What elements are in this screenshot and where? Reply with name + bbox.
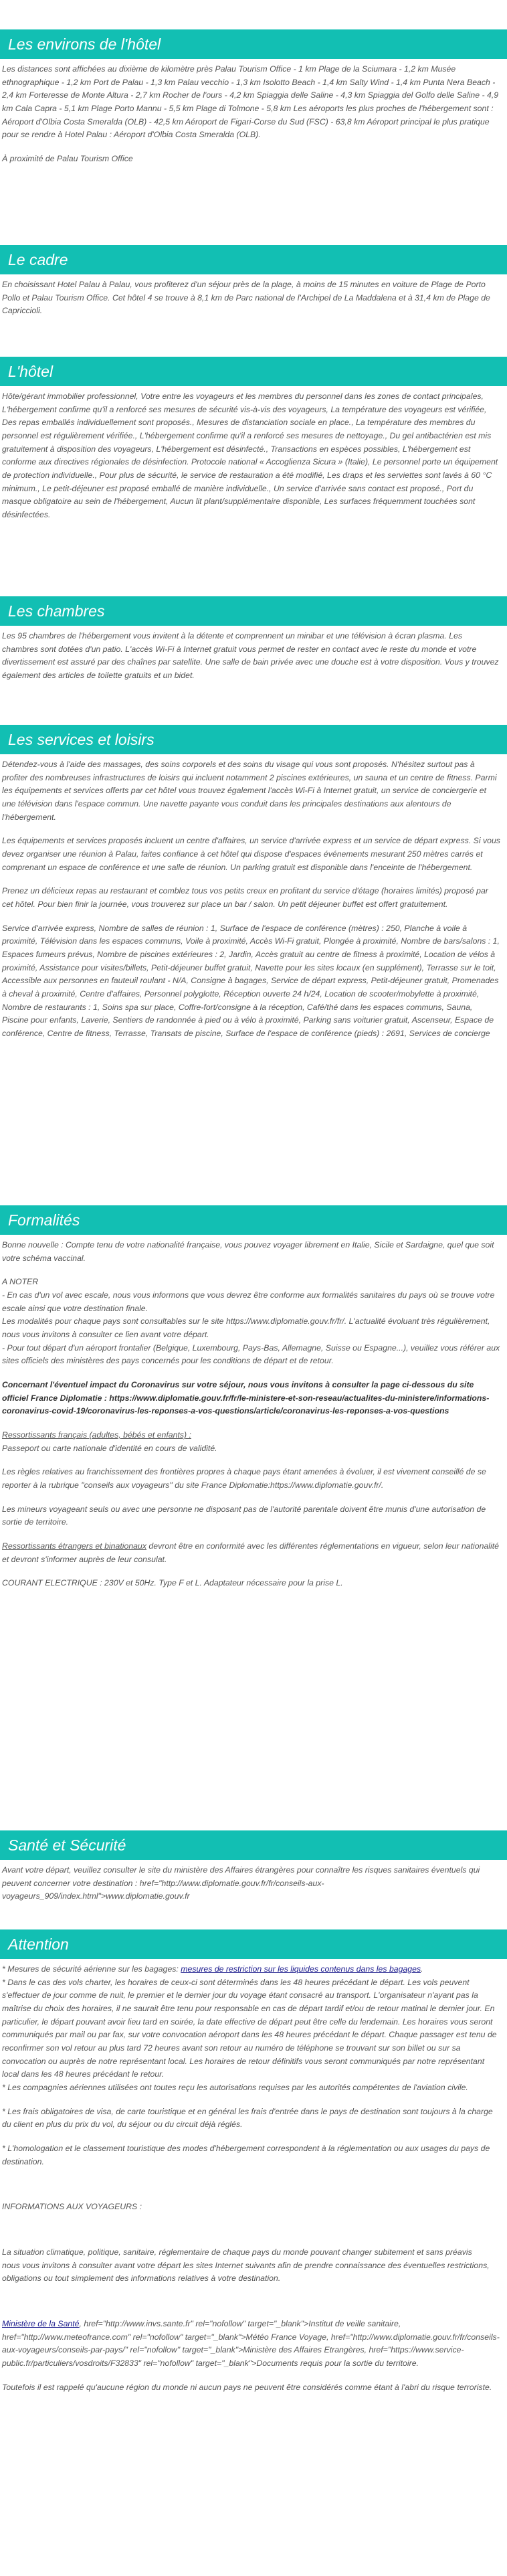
etrangers-heading: Ressortissants étrangers et binationaux [2, 1541, 146, 1551]
section-cadre [0, 245, 507, 329]
section-sante [0, 1830, 507, 1914]
attention-frais: * Les frais obligatoires de visa, de carte touristique et en général les frais d'entrée dans le pays de destination sont toujours à la charge du client en plus du prix du vol, du séjour ou du circuit déjà réglés. [2, 2106, 493, 2130]
section-title-sante: Santé et Sécurité [0, 1830, 507, 1860]
ministere-sante-link[interactable]: Ministère de la Santé [2, 2319, 80, 2329]
ressortissants-docs: Passeport ou carte nationale d'identité en cours de validité. [2, 1443, 217, 1453]
hotel-safety-measures: Hôte/gérant immobilier professionnel, Votre entre les voyageurs et les membres du personnel dans les zones de contact principales, L'hébergement confirme qu'il a renforcé ses mesures de sécurité vis-à-vis des voyageurs, La température des voyageurs est vérifiée, Des repas emballés individuellement sont proposés., Mesures de distanciation sociale en place., La température des membres du personnel est régulièrement vérifiée., L'hébergement confirme qu'il a renforcé ses mesures de nettoyage., Du gel antibactérien est mis gratuitement à disposition des voyageurs, L'hébergement est désinfecté., Transactions en espèces possibles, L'hébergement est conforme aux directives régionales de désinfection. Protocole national « Accoglienza Sicura » (Italie), Le personnel porte un équipement de protection individuelle., Pour plus de sécurité, le service de restauration a été modifié, Les draps et les serviettes sont lavés à 60 °C minimum., Le petit-déjeuner est proposé emballé de manière individuelle., Un service d'arrivée sans contact est proposé., Port du masque obligatoire au sein de l'hébergement, Aucun lit plant/supplémentaire disponible, Les surfaces fréquemment touchées sont désinfectées. [2, 392, 498, 520]
liens-rest: , href="http://www.invs.sante.fr" rel="nofollow" target="_blank">Institut de veille sanitaire, href="http://www.meteofrance.com" rel="nofollow" target="_blank">Météo France Voyage, href="http://www.diplomatie.gouv.fr/fr/conseils-aux-voyageurs/conseils-par-pays/" rel="nofollow" target="_blank">Ministère des Affaires Etrangères, href="https://www.service-public.fr/particuliers/vosdroits/F32833" rel="nofollow" target="_blank">Documents requis pour la sortie du territoire. [2, 2319, 500, 2369]
attention-liens [2, 2318, 500, 2371]
formalites-regles: Les règles relatives au franchissement des frontières propres à chaque pays étant amenées à évoluer, il est vivement conseillé de se reporter à la rubrique "conseils aux voyageurs" du site France Diplomatie:https://www.diplomatie.gouv.fr/. [2, 1467, 486, 1490]
attention-homologation: * L'homologation et le classement touristique des modes d'hébergement correspondent à la réglementation ou aux usages du pays de destination. [2, 2144, 490, 2166]
bagages-end: . [421, 1964, 423, 1974]
formalites-etrangers [2, 1540, 500, 1566]
situation-intro: La situation climatique, politique, sanitaire, réglementaire de chaque pays du monde pouvant changer subitement et sans préavis [2, 2247, 472, 2257]
a-noter-frontalier: - Pour tout départ d'un aéroport frontalier (Belgique, Luxembourg, Pays-Bas, Allemagne, Suisse ou Espagne...), veuillez vous référer aux sites officiels des ministères des pays concernés pour les conditions de départ et de retour. [2, 1343, 500, 1366]
cadre-description: En choisissant Hotel Palau à Palau, vous profiterez d'un séjour près de la plage, à moins de 15 minutes en voiture de Plage de Porto Pollo et Palau Tourism Office. Cet hôtel 4 se trouve à 8,1 km de Parc national de l'Archipel de La Maddalena et à 31,4 km de Plage de Capriccioli. [2, 280, 490, 316]
section-hotel [0, 357, 507, 533]
section-title-hotel: L'hôtel [0, 357, 507, 386]
section-attention [0, 1929, 507, 2405]
attention-bagages [2, 1963, 500, 1976]
a-noter-heading: A NOTER [2, 1277, 39, 1287]
formalites-a-noter [2, 1276, 500, 1368]
situation-sites: nous vous invitons à consulter avant votre départ les sites Internet suivants afin de prendre connaissance des éventuelles restrictions, obligations ou tout simplement des informations relatives à votre destination. [2, 2260, 490, 2284]
section-services [0, 725, 507, 1051]
formalites-coronavirus: Concernant l'éventuel impact du Coronavirus sur votre séjour, nous vous invitons à consulter la page ci-dessous du site officiel France Diplomatie : https://www.diplomatie.gouv.fr/fr/le-ministere-et-son-reseau/actualites-du-ministere/informations-coronavirus-covid-19/coronavirus-les-reponses-a-vos-questions/article/coronavirus-les-reponses-a-vos-questions [2, 1380, 490, 1416]
section-chambres [0, 596, 507, 693]
environs-distances: Les distances sont affichées au dixième de kilomètre près Palau Tourism Office - 1 km Plage de la Sciumara - 1,2 km Musée ethnographique - 1,2 km Port de Palau - 1,3 km Palau vecchio - 1,3 km Isolotto Beach - 1,4 km Salty Wind - 1,4 km Punta Nera Beach - 2,4 km Forteresse de Monte Altura - 2,7 km Rocher de l'ours - 4,2 km Spiaggia delle Saline - 4,3 km Spiaggia del Golfo delle Saline - 4,9 km Cala Capra - 5,1 km Plage Porto Mannu - 5,5 km Plage di Tolmone - 5,8 km Les aéroports les plus proches de l'hébergement sont : Aéroport d'Olbia Costa Smeralda (OLB) - 42,5 km Aéroport de Figari-Corse du Sud (FSC) - 63,8 km Aéroport principal le plus pratique pour se rendre à Hotel Palau : Aéroport d'Olbia Costa Smeralda (OLB). [2, 64, 499, 140]
section-title-formalites: Formalités [0, 1205, 507, 1235]
attention-infos-voyageurs: INFORMATIONS AUX VOYAGEURS : [2, 2202, 142, 2212]
formalites-mineurs: Les mineurs voyageant seuls ou avec une personne ne disposant pas de l'autorité parentale doivent être munis d'une autorisation de sortie de territoire. [2, 1504, 486, 1527]
ressortissants-heading: Ressortissants français (adultes, bébés et enfants) : [2, 1430, 191, 1440]
chambres-description: Les 95 chambres de l'hébergement vous invitent à la détente et comprennent un minibar et une télévision à écran plasma. Les chambres sont dotées d'un patio. L'accès Wi-Fi à Internet gratuit vous permet de rester en contact avec le reste du monde et votre divertissement est assuré par des chaînes par satellite. Une salle de bain privée avec une douche est à votre disposition. Vous y trouvez également des articles de toilette gratuits et un bidet. [2, 631, 499, 681]
formalites-courant: COURANT ELECTRIQUE : 230V et 50Hz. Type F et L. Adaptateur nécessaire pour la prise L. [2, 1578, 343, 1588]
a-noter-modalites: Les modalités pour chaque pays sont consultables sur le site https://www.diplomatie.gouv.fr/fr/. L'actualité évoluant très régulièrement, nous vous invitons à consulter ce lien avant votre départ. [2, 1316, 490, 1340]
etrangers-text: devront être en conformité avec les différentes réglementations en vigueur, selon leur nationalité et devront s'informer auprès de leur consulat. [2, 1541, 500, 1564]
sante-description: Avant votre départ, veuillez consulter le site du ministère des Affaires étrangères pour connaître les risques sanitaires éventuels qui peuvent concerner votre destination : href="http://www.diplomatie.gouv.fr/fr/conseils-aux-voyageurs_909/index.html">www.diplomatie.gouv.fr [2, 1865, 480, 1901]
attention-terrorisme: Toutefois il est rappelé qu'aucune région du monde ni aucun pays ne peuvent être considérés comme étant à l'abri du risque terroriste. [2, 2382, 492, 2392]
section-formalites [0, 1205, 507, 1601]
attention-compagnies: * Les compagnies aériennes utilisées ont toutes reçu les autorisations requises par les autorités compétentes de l'aviation civile. [2, 2083, 468, 2093]
section-title-cadre: Le cadre [0, 245, 507, 274]
formalites-bonne-nouvelle: Bonne nouvelle : Compte tenu de votre nationalité française, vous pouvez voyager librement en Italie, Sicile et Sardaigne, quel que soit votre schéma vaccinal. [2, 1240, 494, 1263]
attention-vols-charter: * Dans le cas des vols charter, les horaires de ceux-ci sont déterminés dans les 48 heures précédant le départ. Les vols peuvent s'effectuer de jour comme de nuit, le premier et le dernier jour du voyage étant consacré au transport. L'organisateur n'ayant pas la maîtrise du choix des horaires, il ne saurait être tenu pour responsable en cas de départ tardif et/ou de retour matinal le dernier jour. En particulier, le départ pouvant avoir lieu tard en soirée, la date effective de départ peut être celle du lendemain. Les horaires vous seront communiqués par mail ou par fax, sur votre convocation aéroport dans les 48 heures précédant le départ. Chaque passager est tenu de reconfirmer son vol retour au plus tard 72 heures avant son retour au numéro de téléphone se trouvant sur son billet ou sur sa convocation ou auprès de notre représentant local. Les horaires de retour définitifs vous seront communiqués par notre représentant local dans les 48 heures précédant le retour. [2, 1977, 497, 2079]
services-loisirs: Détendez-vous à l'aide des massages, des soins corporels et des soins du visage qui vous sont proposés. N'hésitez surtout pas à profiter des nombreuses infrastructures de loisirs qui incluent notamment 2 piscines extérieures, un sauna et un centre de fitness. Parmi les équipements et services offerts par cet hôtel vous trouvez également l'accès Wi-Fi à Internet gratuit, un service de conciergerie et une télévision dans l'espace commun. Une navette payante vous conduit dans les principales destinations aux alentours de l'hébergement. [2, 760, 497, 822]
services-liste: Service d'arrivée express, Nombre de salles de réunion : 1, Surface de l'espace de conférence (mètres) : 250, Planche à voile à proximité, Télévision dans les espaces communs, Voile à proximité, Accès Wi-Fi gratuit, Plongée à proximité, Nombre de bars/salons : 1, Espaces fumeurs prévus, Nombre de piscines extérieures : 2, Jardin, Accès gratuit au centre de fitness à proximité, Location de vélos à proximité, Assistance pour visites/billets, Petit-déjeuner buffet gratuit, Navette pour les sites locaux (en supplément), Terrasse sur le toit, Accessible aux personnes en fauteuil roulant - N/A, Consigne à bagages, Service de départ express, Petit-déjeuner gratuit, Promenades à cheval à proximité, Centre d'affaires, Personnel polyglotte, Réception ouverte 24 h/24, Location de scooter/mobylette à proximité, Nombre de restaurants : 1, Soins spa sur place, Coffre-fort/consigne à la réception, Café/thé dans les espaces communs, Sauna, Piscine pour enfants, Laverie, Sentiers de randonnée à pied ou à vélo à proximité, Parking sans voiturier gratuit, Ascenseur, Espace de conférence, Centre de fitness, Terrasse, Transats de piscine, Surface de l'espace de conférence (pieds) : 2691, Services de concierge [2, 923, 500, 1039]
liquides-restriction-link[interactable]: mesures de restriction sur les liquides contenus dans les bagages [181, 1964, 421, 1974]
section-title-attention: Attention [0, 1929, 507, 1959]
section-title-environs: Les environs de l'hôtel [0, 29, 507, 59]
bagages-label: * Mesures de sécurité aérienne sur les bagages: [2, 1964, 181, 1974]
services-affaires: Les équipements et services proposés incluent un centre d'affaires, un service d'arrivée express et un service de départ express. Si vous devez organiser une réunion à Palau, faites confiance à cet hôtel qui dispose d'espaces événements mesurant 250 mètres carrés et comprenant un espace de conférence et une salle de réunion. Un parking gratuit est disponible dans l'enceinte de l'hébergement. [2, 836, 500, 872]
services-restauration: Prenez un délicieux repas au restaurant et comblez tous vos petits creux en profitant du service d'étage (horaires limités) proposé par cet hôtel. Pour bien finir la journée, vous trouverez sur place un bar / salon. Un petit déjeuner buffet est offert gratuitement. [2, 886, 488, 910]
formalites-ressortissants [2, 1429, 500, 1455]
environs-proximity: À proximité de Palau Tourism Office [2, 154, 133, 164]
attention-situation [2, 2246, 500, 2286]
section-environs [0, 29, 507, 177]
section-title-chambres: Les chambres [0, 596, 507, 626]
section-title-services: Les services et loisirs [0, 725, 507, 754]
a-noter-escale: - En cas d'un vol avec escale, nous vous informons que vous devrez être conforme aux formalités sanitaires du pays où se trouve votre escale ainsi que votre destination finale. [2, 1290, 495, 1313]
